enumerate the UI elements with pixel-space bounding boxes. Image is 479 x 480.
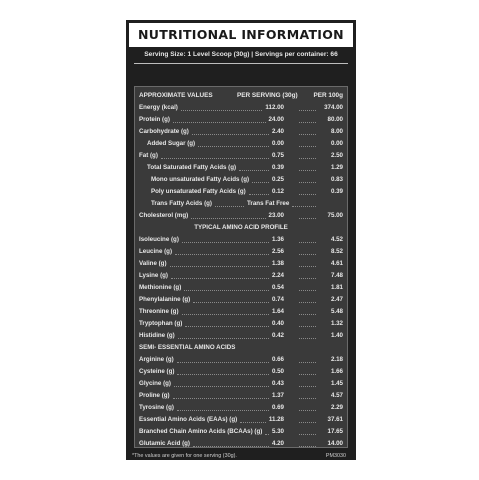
row-per100-value: 5.48 [330, 308, 343, 315]
row-serving-value: 2.56 [271, 248, 284, 255]
row-serving-value: 0.40 [271, 320, 284, 327]
table-row [139, 378, 343, 390]
row-per100-value: 7.48 [330, 272, 343, 279]
row-label: Glycine (g) [139, 380, 171, 387]
row-label: Lysine (g) [139, 272, 168, 279]
row-label: Essential Amino Acids (EAAs) (g) [139, 416, 238, 423]
row-serving-value: 24.00 [268, 116, 284, 123]
row-label: Leucine (g) [139, 248, 173, 255]
row-label: Cholesterol (mg) [139, 212, 189, 219]
row-label: Total Saturated Fatty Acids (g) [147, 164, 237, 171]
row-label: Trans Fatty Acids (g) [151, 200, 212, 207]
dot-leader [299, 410, 316, 411]
dot-leader [182, 314, 269, 315]
row-serving-value: 112.00 [265, 104, 284, 111]
row-serving-value: 1.38 [271, 260, 284, 267]
nutrition-table [134, 86, 348, 448]
dot-leader [177, 362, 269, 363]
row-per100-value: 1.40 [330, 332, 343, 339]
row-serving-value: 0.74 [271, 296, 284, 303]
dot-leader [299, 182, 316, 183]
dot-leader [175, 254, 269, 255]
row-label: Fat (g) [139, 152, 158, 159]
row-label: Phenylalanine (g) [139, 296, 191, 303]
table-row [139, 162, 343, 174]
dot-leader [299, 434, 316, 435]
dot-leader [299, 362, 316, 363]
dot-leader [185, 326, 269, 327]
dot-leader [299, 278, 316, 279]
dot-leader [198, 146, 269, 147]
table-row [139, 306, 343, 318]
dot-leader [178, 338, 269, 339]
dot-leader [299, 374, 316, 375]
dot-leader [252, 182, 269, 183]
dot-leader [192, 134, 269, 135]
row-label: Histidine (g) [139, 332, 175, 339]
row-serving-value: 1.36 [271, 236, 284, 243]
row-per100-value: 2.29 [330, 404, 343, 411]
dot-leader [193, 302, 269, 303]
dot-leader [299, 338, 316, 339]
dot-leader [299, 146, 316, 147]
dot-leader [182, 242, 269, 243]
table-row [139, 282, 343, 294]
table-row [139, 150, 343, 162]
dot-leader [299, 290, 316, 291]
serving-info: Serving Size: 1 Level Scoop (30g) | Servings per container: 66 [144, 51, 338, 58]
dot-leader [292, 206, 316, 207]
header-per-100g: PER 100g [313, 92, 343, 99]
panel-title: NUTRITIONAL INFORMATION [129, 23, 353, 47]
table-row-cholesterol [139, 210, 343, 222]
row-label: Cysteine (g) [139, 368, 175, 375]
row-serving-value: 0.50 [271, 368, 284, 375]
table-row [139, 354, 343, 366]
dot-leader [299, 242, 316, 243]
dot-leader [173, 122, 266, 123]
dot-leader [299, 158, 316, 159]
row-label: Protein (g) [139, 116, 170, 123]
row-per100-value: 4.52 [330, 236, 343, 243]
dot-leader [249, 194, 269, 195]
dot-leader [299, 134, 316, 135]
table-row [139, 102, 343, 114]
row-per100-value: 4.57 [330, 392, 343, 399]
row-serving-value: 0.54 [271, 284, 284, 291]
dot-leader [171, 278, 269, 279]
dot-leader [299, 194, 316, 195]
dot-leader [299, 110, 316, 111]
row-serving-value: 0.66 [271, 356, 284, 363]
row-label: Threonine (g) [139, 308, 179, 315]
row-label: Valine (g) [139, 260, 167, 267]
row-serving-value: 5.30 [271, 428, 284, 435]
dot-leader [299, 170, 316, 171]
row-per100-value: 374.00 [324, 104, 343, 111]
row-serving-value: 4.20 [271, 440, 284, 447]
row-per100-value: 1.29 [330, 164, 343, 171]
dot-leader [193, 446, 269, 447]
dot-leader [215, 206, 244, 207]
row-label: Energy (kcal) [139, 104, 178, 111]
dot-leader [161, 158, 269, 159]
table-row-trans-fat [139, 198, 343, 210]
table-row [139, 402, 343, 414]
row-label: Branched Chain Amino Acids (BCAAs) (g) [139, 428, 263, 435]
dot-leader [191, 218, 266, 219]
row-per100-value: 2.18 [330, 356, 343, 363]
table-row [139, 294, 343, 306]
row-serving-value: 0.42 [271, 332, 284, 339]
table-row [139, 234, 343, 246]
table-row [139, 414, 343, 426]
table-row [139, 330, 343, 342]
row-per100-value: 8.52 [330, 248, 343, 255]
row-serving-value: 1.64 [271, 308, 284, 315]
row-label: Arginine (g) [139, 356, 174, 363]
section-semi-essential: SEMI- ESSENTIAL AMINO ACIDS [139, 344, 236, 351]
row-label: Tyrosine (g) [139, 404, 174, 411]
dot-leader [299, 386, 316, 387]
row-serving-value: 0.69 [271, 404, 284, 411]
row-per100-value: 1.81 [330, 284, 343, 291]
row-per100-value: 37.61 [327, 416, 343, 423]
row-serving-value: 2.24 [271, 272, 284, 279]
row-serving-value: 0.75 [271, 152, 284, 159]
table-row [139, 138, 343, 150]
nutrition-panel [126, 20, 356, 460]
table-row [139, 366, 343, 378]
dot-leader [299, 446, 316, 447]
dot-leader [299, 398, 316, 399]
row-label: Tryptophan (g) [139, 320, 183, 327]
dot-leader [299, 266, 316, 267]
table-row [139, 174, 343, 186]
row-per100-value: 1.32 [330, 320, 343, 327]
row-serving-value: 0.25 [271, 176, 284, 183]
dot-leader [299, 314, 316, 315]
row-serving-value: 1.37 [271, 392, 284, 399]
row-label: Added Sugar (g) [147, 140, 196, 147]
row-serving-value: 0.39 [271, 164, 284, 171]
dot-leader [299, 122, 316, 123]
row-per100-value: 17.65 [327, 428, 343, 435]
row-label: Poly unsaturated Fatty Acids (g) [151, 188, 246, 195]
row-per100-value: 2.50 [330, 152, 343, 159]
table-row [139, 426, 343, 438]
row-per100-value: 1.45 [330, 380, 343, 387]
dot-leader [184, 290, 269, 291]
row-serving-value: 23.00 [268, 212, 284, 219]
row-label: Isoleucine (g) [139, 236, 179, 243]
table-row [139, 114, 343, 126]
row-per100-value: 2.47 [330, 296, 343, 303]
dot-leader [299, 302, 316, 303]
footnote: *The values are given for one serving (30g). [132, 453, 237, 459]
section-amino-profile: TYPICAL AMINO ACID PROFILE [194, 224, 288, 231]
row-per100-value: 8.00 [330, 128, 343, 135]
table-row [139, 186, 343, 198]
row-per100-value: 75.00 [327, 212, 343, 219]
row-serving-value: 11.28 [268, 416, 284, 423]
row-per100-value: 0.39 [330, 188, 343, 195]
row-label: Mono unsaturated Fatty Acids (g) [151, 176, 250, 183]
dot-leader [177, 410, 269, 411]
row-serving-value: 0.12 [271, 188, 284, 195]
dot-leader [239, 170, 269, 171]
header-approx-values: APPROXIMATE VALUES [139, 92, 213, 99]
row-per100-value: 14.00 [327, 440, 343, 447]
row-label: Carbohydrate (g) [139, 128, 189, 135]
dot-leader [299, 254, 316, 255]
dot-leader [181, 110, 262, 111]
row-per100-value: 0.83 [330, 176, 343, 183]
dot-leader [170, 266, 269, 267]
dot-leader [174, 386, 269, 387]
dot-leader [177, 374, 269, 375]
table-row [139, 318, 343, 330]
table-header [139, 90, 343, 102]
table-row [139, 390, 343, 402]
table-row [139, 270, 343, 282]
dot-leader [173, 398, 269, 399]
header-per-serving: PER SERVING (30g) [237, 92, 298, 99]
table-row [139, 126, 343, 138]
row-per100-value: 4.61 [330, 260, 343, 267]
row-trans-fat-value: Trans Fat Free [247, 200, 290, 207]
dot-leader [299, 326, 316, 327]
row-serving-value: 2.40 [271, 128, 284, 135]
dot-leader [240, 422, 266, 423]
dot-leader [299, 218, 316, 219]
row-serving-value: 0.00 [271, 140, 284, 147]
row-label: Glutamic Acid (g) [139, 440, 190, 447]
table-row [139, 258, 343, 270]
table-row [139, 438, 343, 450]
divider [134, 63, 348, 64]
row-per100-value: 1.66 [330, 368, 343, 375]
row-label: Proline (g) [139, 392, 170, 399]
table-row [139, 246, 343, 258]
row-per100-value: 0.00 [330, 140, 343, 147]
product-code: PM3030 [325, 453, 346, 459]
row-per100-value: 80.00 [327, 116, 343, 123]
row-label: Methionine (g) [139, 284, 182, 291]
row-serving-value: 0.43 [271, 380, 284, 387]
dot-leader [265, 434, 269, 435]
dot-leader [299, 422, 316, 423]
